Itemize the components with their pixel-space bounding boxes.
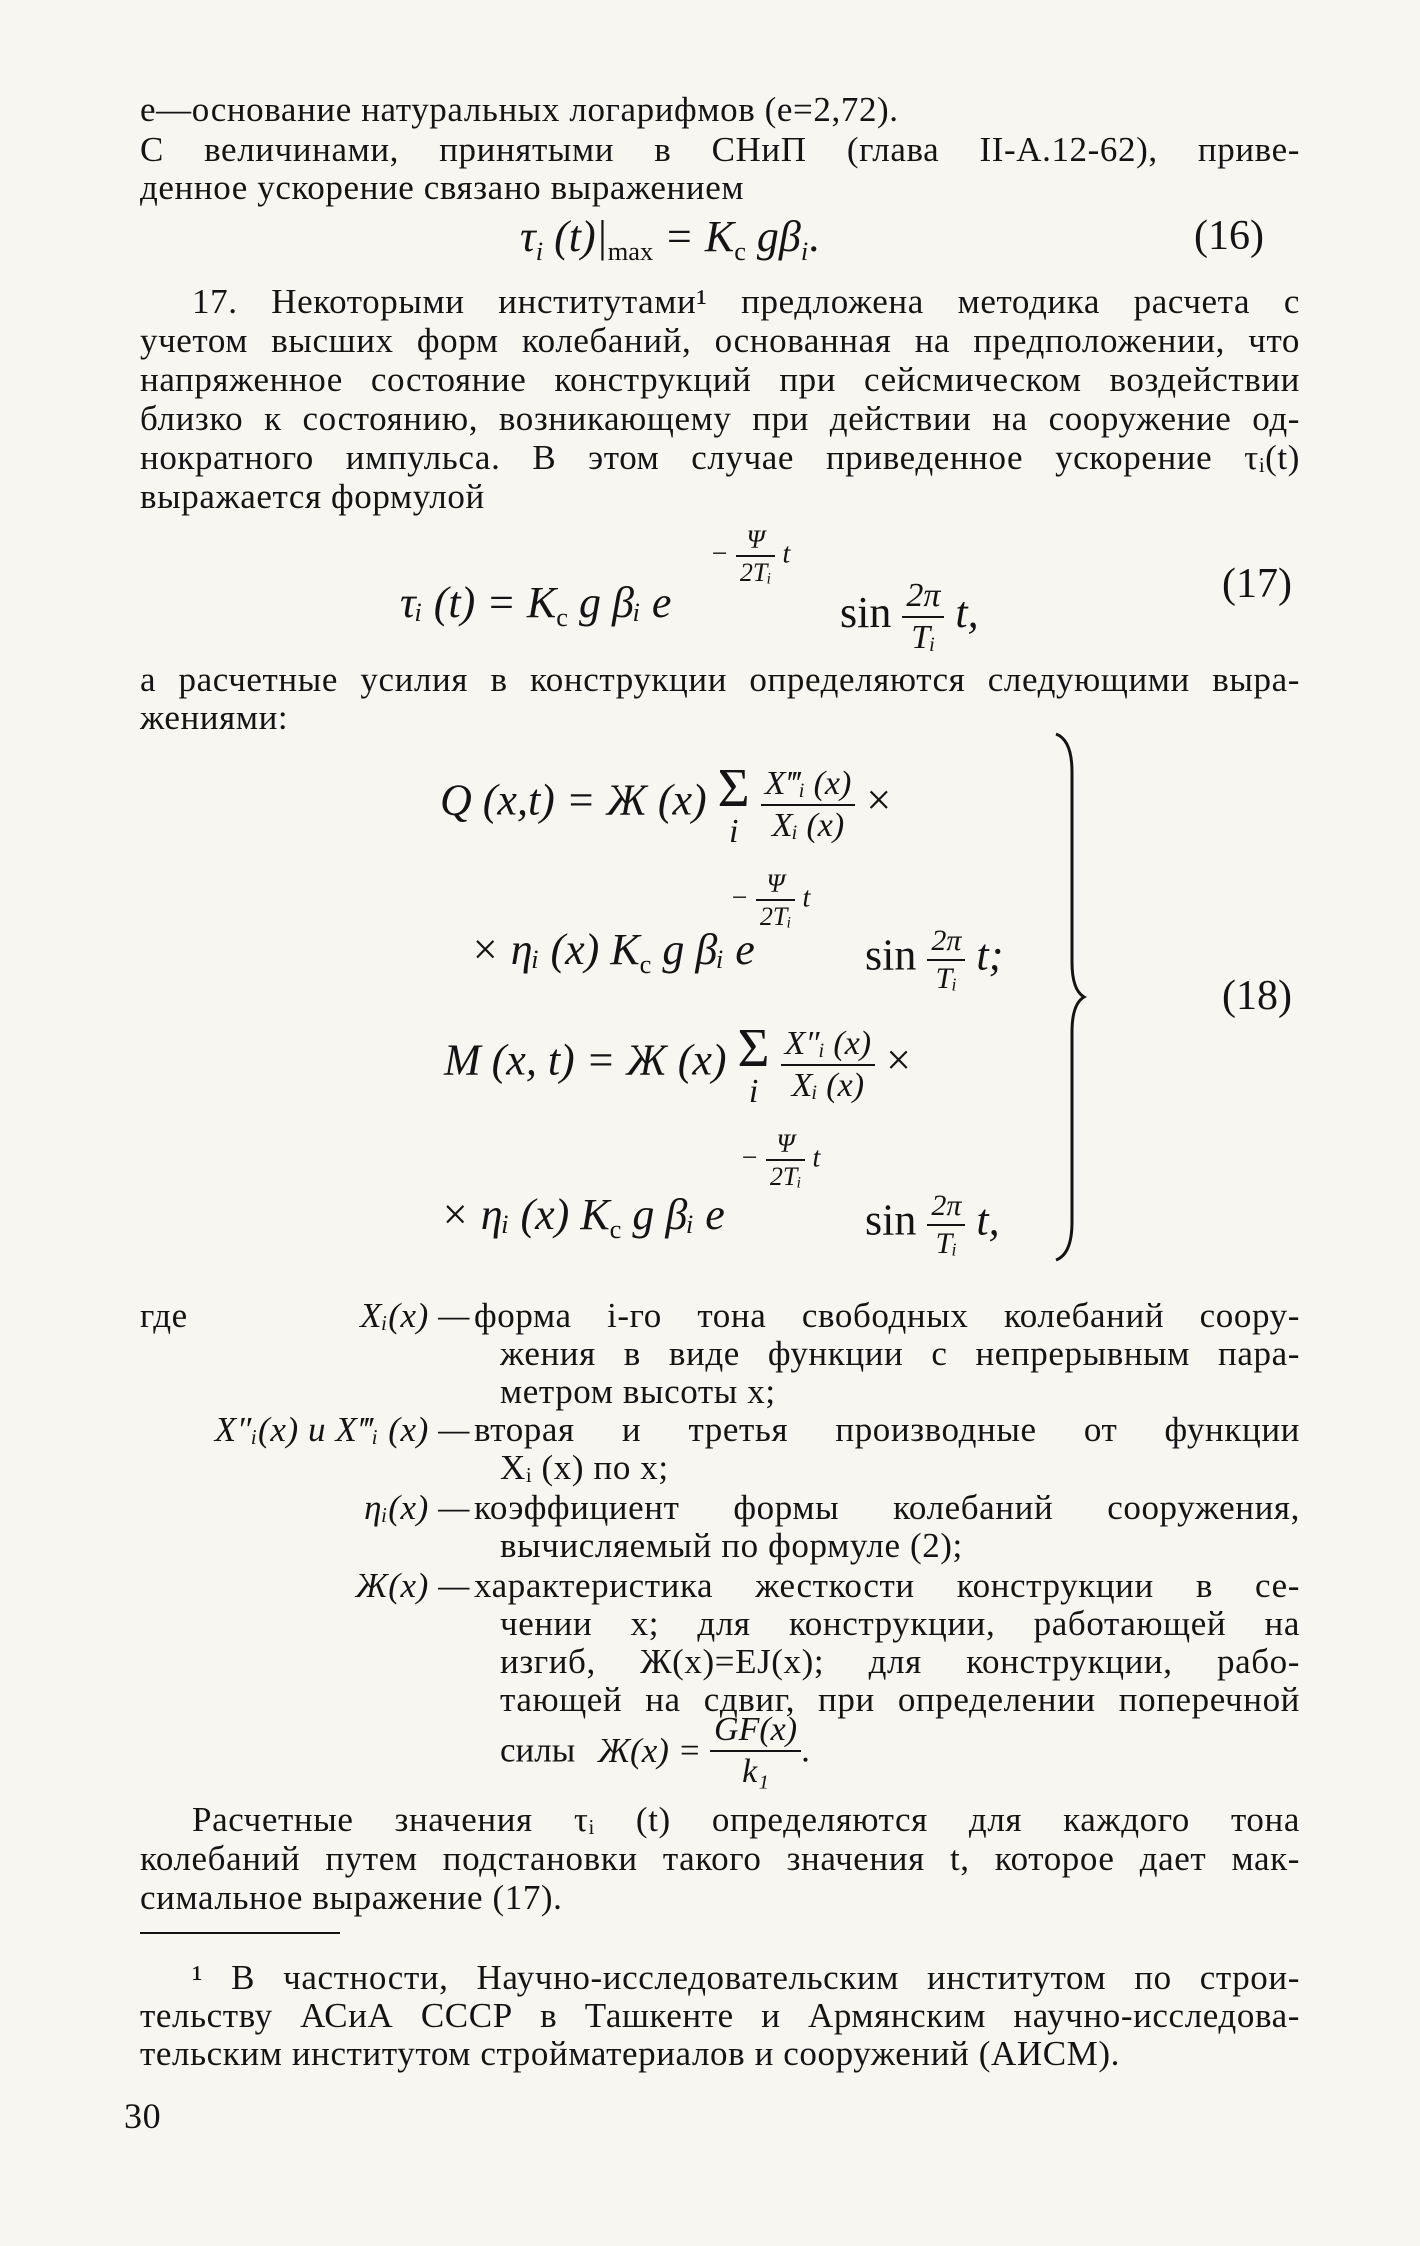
intro-line-3: денное ускорение связано выражением <box>140 168 745 207</box>
def-2-line-1: вторая и третья производные от функции <box>474 1410 1300 1449</box>
closing-line-3: симальное выражение (17). <box>140 1878 563 1917</box>
right-brace-icon <box>1048 732 1088 1262</box>
def-3-line-2: вычисляемый по формуле (2); <box>500 1526 963 1565</box>
footnote-line-1: ¹ В частности, Научно-исследовательским институтом по строи- <box>192 1958 1300 1997</box>
equation-18: Q (x,t) = Ж (x) Σ i $\frac{\text{X‴ᵢ (x)}}{\text{Xᵢ (x)}}$ × − $\frac{\Psi}{\text{2Tᵢ}}$ t × ηᵢ (x) $K_c$ g βᵢ e sin $\frac{2\pi}{\text{Tᵢ}}$ t; M (x, t) = Ж (x) Σ i $\frac{\text{X″ᵢ (x)}}{\text{Xᵢ (x)}}$ × − $\frac{\Psi}{\text{2Tᵢ}}$ t × ηᵢ (x) $K_c$ g βᵢ e sin $\frac{2\pi}{\text{Tᵢ}}$ t, <box>440 757 1004 1260</box>
def-term-4: Ж(x) — <box>355 1566 470 1605</box>
footnote-line-3: тельским институтом стройматериалов и сооружений (АИСМ). <box>140 2034 1120 2073</box>
equation-17-number: (17) <box>1222 561 1292 607</box>
where-label: где <box>140 1296 188 1335</box>
def-4-line-1: характеристика жесткости конструкции в се- <box>474 1566 1300 1605</box>
equation-17: τᵢ $(t) = K_c$ g βᵢ e − $\frac{\Psi}{\text{2Tᵢ}}$ t sin $\frac{2\pi}{\text{Tᵢ}}$ t, <box>400 525 979 656</box>
forces-line-2: жениями: <box>140 698 289 737</box>
def-4-line-4: тающей на сдвиг, при определении поперечной <box>500 1680 1300 1719</box>
para17-line-6: выражается формулой <box>140 477 485 516</box>
para17-line-1: 17. Некоторыми институтами¹ предложена методика расчета с <box>192 282 1300 321</box>
para17-line-5: нократного импульса. В этом случае приведенное ускорение τᵢ(t) <box>140 438 1300 477</box>
forces-line-1: а расчетные усилия в конструкции определяются следующими выра- <box>140 660 1300 699</box>
def-4-line-3: изгиб, Ж(x)=EJ(x); для конструкции, рабо- <box>500 1642 1300 1681</box>
def-4-line-2: чении x; для конструкции, работающей на <box>500 1604 1300 1643</box>
intro-line-1: e—основание натуральных логарифмов (e=2,72). <box>140 90 899 129</box>
equation-18-number: (18) <box>1222 973 1292 1019</box>
def-3-line-1: коэффициент формы колебаний сооружения, <box>474 1488 1300 1527</box>
closing-line-1: Расчетные значения τᵢ (t) определяются для каждого тона <box>192 1800 1300 1839</box>
closing-line-2: колебаний путем подстановки такого значения t, которое дает мак- <box>140 1839 1300 1878</box>
shear-force-formula: силы Ж(x) = $\frac{GF(x)}{\text{k₁}}$ . <box>500 1711 810 1790</box>
page-number: 30 <box>124 2096 162 2136</box>
def-1-line-1: форма i-го тона свободных колебаний соору- <box>474 1296 1300 1335</box>
para17-line-3: напряженное состояние конструкций при сейсмическом воздействии <box>140 360 1300 399</box>
equation-16-number: (16) <box>1194 213 1264 259</box>
def-term-1: Xᵢ(x) — <box>360 1296 470 1335</box>
def-1-line-3: метром высоты x; <box>500 1372 776 1411</box>
def-term-3: ηᵢ(x) — <box>364 1488 470 1527</box>
equation-16: $\tau_i$ $(t)|_{max} = K_c$ $g\beta_i$. <box>520 212 820 267</box>
footnote-divider <box>140 1932 340 1934</box>
para17-line-4: близко к состоянию, возникающему при действии на сооружение од- <box>140 399 1300 438</box>
para17-line-2: учетом высших форм колебаний, основанная на предположении, что <box>140 321 1300 360</box>
intro-line-2: С величинами, принятыми в СНиП (глава II-А.12-62), приве- <box>140 130 1300 169</box>
def-2-line-2: Xᵢ (x) по x; <box>500 1448 669 1487</box>
def-term-2: X″ᵢ(x) и X‴ᵢ (x) — <box>214 1410 470 1449</box>
def-1-line-2: жения в виде функции с непрерывным пара- <box>500 1334 1300 1373</box>
footnote-line-2: тельству АСиА СССР в Ташкенте и Армянским научно-исследова- <box>140 1996 1300 2035</box>
